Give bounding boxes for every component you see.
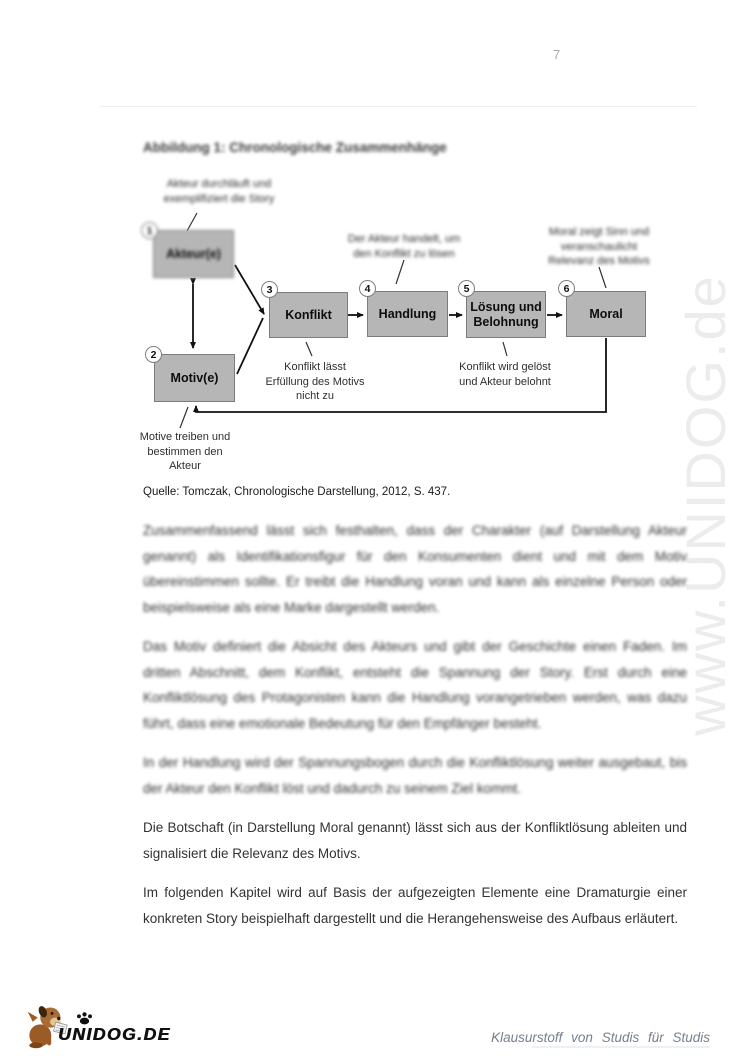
page-number: 7 bbox=[553, 47, 561, 62]
paragraph-5: Im folgenden Kapitel wird auf Basis der aufgezeigten Elemente eine Dramaturgie einer konkreten Story beispielhaft dargestellt und die Herangehensweise des Aufbaus erläutert. bbox=[143, 885, 687, 926]
node-akteur bbox=[153, 230, 234, 278]
annotation-konflikt: Konflikt lässt Erfüllung des Motivs nicht zu bbox=[265, 361, 365, 402]
unidog-logo bbox=[26, 997, 216, 1052]
paragraph-3: In der Handlung wird der Spannungsbogen durch die Konfliktlösung weiter ausgebaut, bis der Akteur den Konflikt löst und dadurch zu seinem Ziel kommt. bbox=[143, 755, 687, 796]
node-konflikt-label: Konflikt bbox=[285, 307, 332, 322]
body-text bbox=[143, 518, 687, 945]
node-handlung bbox=[367, 291, 448, 337]
figure-source: Quelle: Tomczak, Chronologische Darstellung, 2012, S. 437. bbox=[143, 486, 451, 498]
paw-print-icon bbox=[76, 1011, 93, 1025]
annotation-akteur: Akteur durchläuft und exemplifiziert die Story bbox=[163, 178, 275, 205]
watermark-text: www.UNIDOG.de bbox=[674, 274, 737, 736]
annotation-moral: Moral zeigt Sinn und veranschaulicht Relevanz des Motivs bbox=[548, 226, 650, 267]
step-badge-6: 6 bbox=[558, 280, 575, 297]
node-akteur-label: Akteur(e) bbox=[166, 246, 221, 261]
header-divider bbox=[100, 106, 697, 107]
node-handlung-label: Handlung bbox=[378, 306, 437, 321]
annotation-handlung: Der Akteur handelt, um den Konflikt zu lösen bbox=[347, 233, 461, 260]
node-loesung-label: Lösung und Belohnung bbox=[470, 299, 542, 329]
paragraph-2: Das Motiv definiert die Absicht des Akteurs und gibt der Geschichte einen Faden. Im dritten Abschnitt, dem Konflikt, entsteht die Spannung der Story. Erst durch eine Konfliktlösung des Protagonisten kann die Handlung vorangetrieben werden, was dazu führt, dass eine emotionale Bedeutung für den Empfänger besteht. bbox=[143, 639, 687, 731]
unidog-logo-text: UNIDOG.DE bbox=[58, 1024, 171, 1044]
footer-tagline-shadow bbox=[532, 1046, 710, 1048]
node-motiv bbox=[154, 354, 235, 402]
annotation-motiv: Motive treiben und bestimmen den Akteur bbox=[139, 431, 231, 472]
node-motiv-label: Motiv(e) bbox=[170, 370, 219, 385]
annotation-loesung: Konflikt wird gelöst und Akteur belohnt bbox=[459, 361, 551, 388]
node-loesung-belohnung bbox=[466, 291, 546, 338]
node-moral-label: Moral bbox=[589, 306, 623, 321]
paragraph-1: Zusammenfassend lässt sich festhalten, dass der Charakter (auf Darstellung Akteur genannt) als Identifikationsfigur für den Konsumenten dient und mit dem Motiv übereinstimmen sollte. Er treibt die Handlung voran und kann als einzelne Person oder beispielsweise als eine Marke dargestellt werden. bbox=[143, 523, 687, 615]
step-badge-1: 1 bbox=[141, 222, 158, 239]
figure-caption: Abbildung 1: Chronologische Zusammenhänge bbox=[143, 140, 447, 155]
node-moral bbox=[566, 291, 646, 337]
step-badge-4: 4 bbox=[359, 280, 376, 297]
paragraph-4: Die Botschaft (in Darstellung Moral genannt) lässt sich aus der Konfliktlösung ableiten und signalisiert die Relevanz des Motivs. bbox=[143, 820, 687, 861]
step-badge-3: 3 bbox=[261, 281, 278, 298]
step-badge-5: 5 bbox=[458, 280, 475, 297]
footer-tagline: Klausurstoff von Studis für Studis bbox=[491, 1030, 710, 1045]
step-badge-2: 2 bbox=[145, 346, 162, 363]
node-konflikt bbox=[269, 292, 348, 338]
